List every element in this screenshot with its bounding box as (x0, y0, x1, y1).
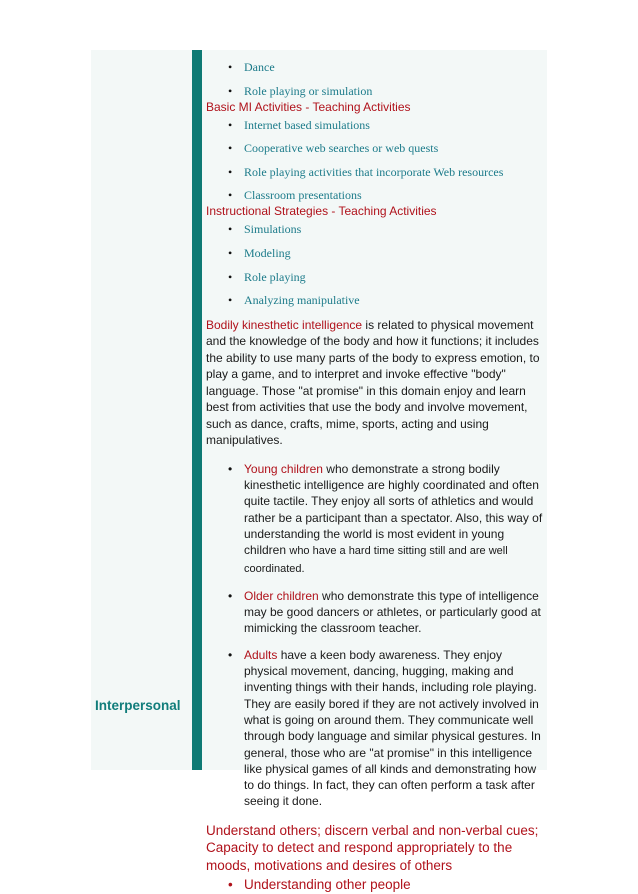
adults-term: Adults (244, 647, 278, 662)
interpersonal-description: Understand others; discern verbal and non-verbal cues; Capacity to detect and respond appropriately to the moods, motivations and desires of others (206, 822, 539, 873)
mi-table (91, 50, 547, 893)
instructional-strategies-list (206, 219, 546, 316)
content-column (206, 50, 546, 894)
bodily-text: is related to physical movement and the knowledge of the body and how it functions; it includes the ability to use many parts of the body to express emotion, to play a game, and to interpret and invoke effective "body" language. Those "at promise" in this domain enjoy and learn best from activities that use the body and involve movement, such as dance, crafts, mime, sports, acting and using manipulatives. (206, 317, 540, 448)
row-label-interpersonal: Interpersonal (95, 698, 181, 713)
column-divider (192, 50, 202, 770)
list-item: • Role playing activities that incorporate Web resources (206, 165, 546, 189)
instructional-strategies-heading: Instructional Strategies - Teaching Activities (206, 204, 437, 219)
young-children-item (206, 461, 546, 577)
adults-text: have a keen body awareness. They enjoy physical movement, dancing, hugging, making and inventing things with their hands, including role playing. They are easily bored if they are not actively involved in what is going on around them. They communicate well through body language and similar physical gestures. In general, those who are "at promise" in this intelligence like physical games of all kinds and demonstrating how to do things. In fact, they can often perform a task after seeing it done. (244, 647, 541, 809)
older-children-text: who demonstrate this type of intelligence may be good dancers or athletes, or particularly good at mimicking the classroom teacher. (244, 588, 541, 636)
list-item: • Modeling (206, 246, 546, 270)
list-item: • Role playing (206, 270, 546, 294)
list-item: • Dance (206, 60, 546, 84)
top-list (206, 50, 546, 100)
young-children-term: Young children (244, 461, 323, 476)
interpersonal-list-item: • Understanding other people (206, 876, 546, 894)
list-item: • Cooperative web searches or web quests (206, 141, 546, 165)
basic-activities-heading: Basic MI Activities - Teaching Activities (206, 99, 411, 114)
list-item: • Analyzing manipulative (206, 293, 546, 317)
bodily-term: Bodily kinesthetic intelligence (206, 317, 363, 332)
list-item: • Internet based simulations (206, 118, 546, 142)
adults-item (206, 647, 546, 810)
young-children-text: who demonstrate a strong bodily kinesthetic intelligence are highly coordinated and often quite tactile. They enjoy all sorts of athletics and would rather be a participant than a spectator. Also, this way of understanding the world is most evident in young children (244, 461, 543, 558)
basic-activities-list (206, 115, 546, 205)
list-item: • Simulations (206, 222, 546, 246)
young-children-small-text: who have a hard time sitting still and are well coordinated. (244, 545, 508, 575)
list-item: • Role playing or simulation (206, 84, 546, 100)
older-children-item (206, 588, 546, 637)
older-children-term: Older children (244, 588, 319, 603)
label-column (91, 50, 191, 770)
bodily-kinesthetic-paragraph (206, 317, 546, 449)
list-item: • Classroom presentations (206, 188, 546, 204)
